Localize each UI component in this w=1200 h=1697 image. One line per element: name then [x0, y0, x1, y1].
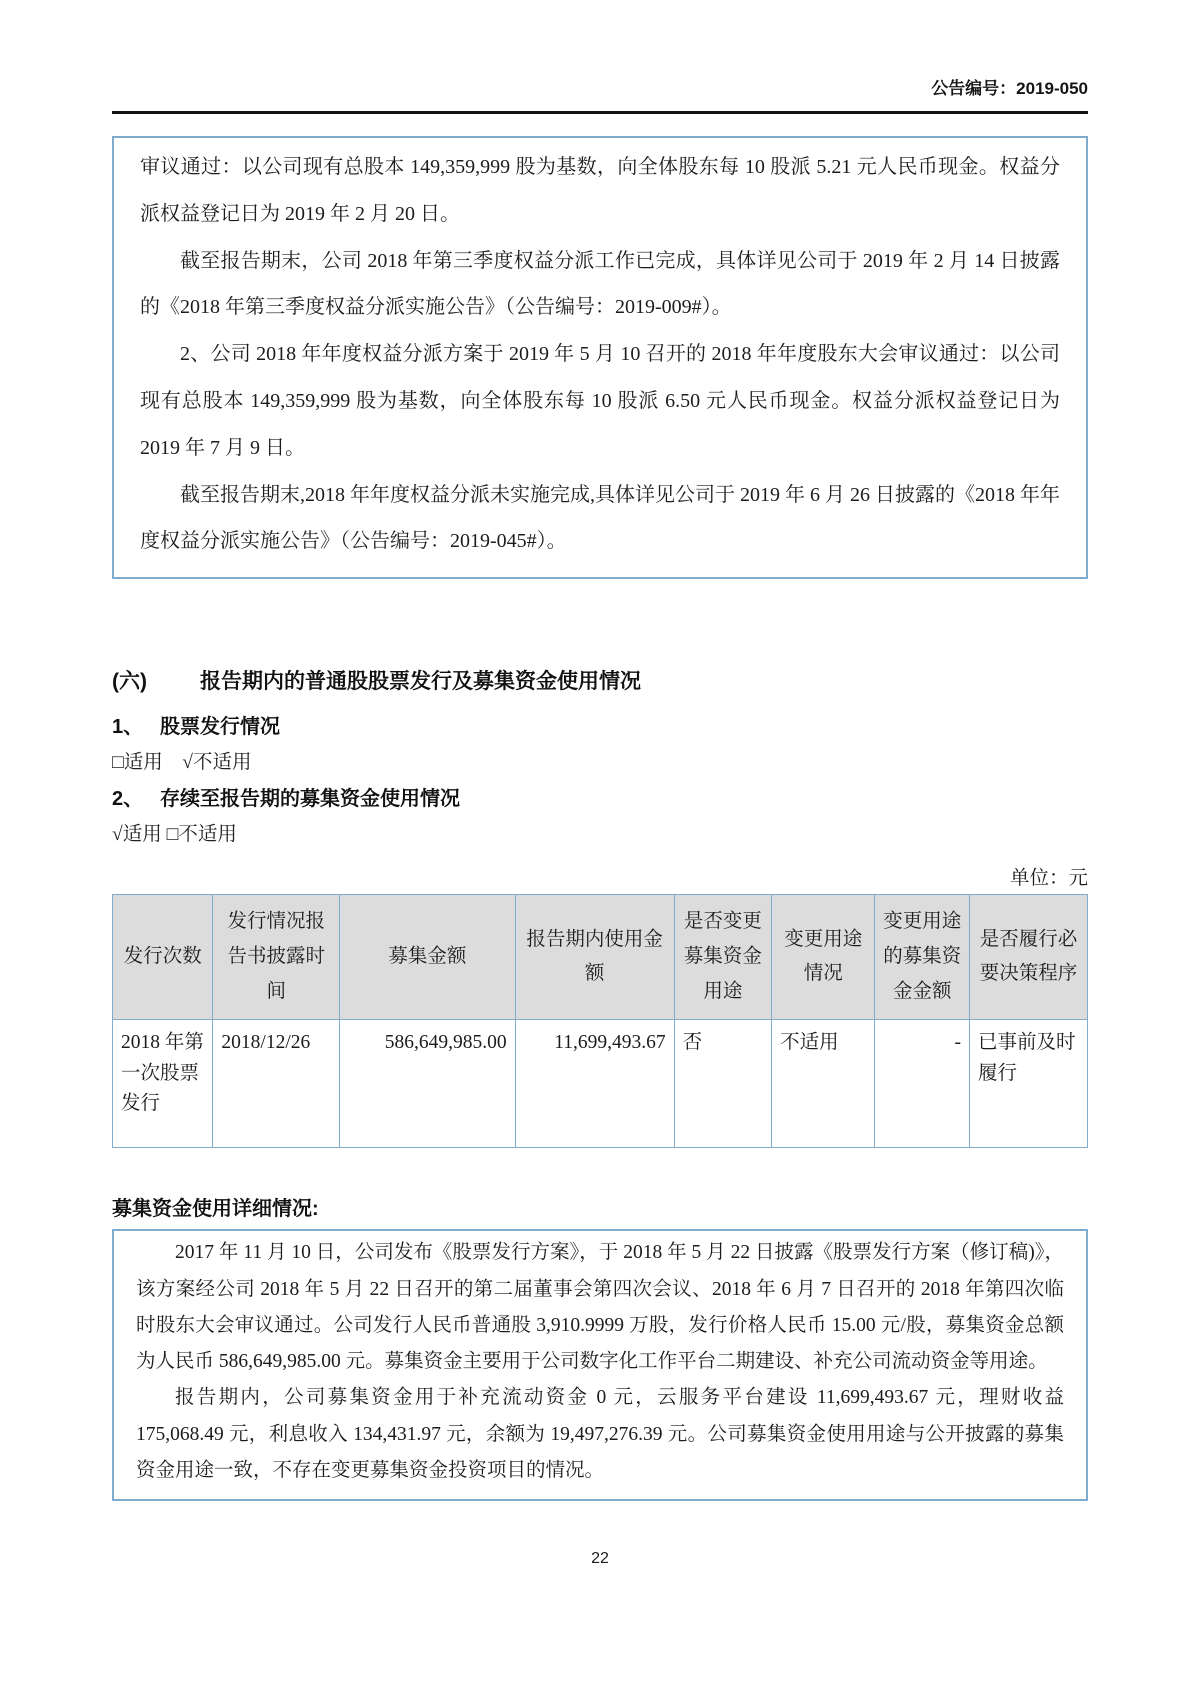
- item-2-number: 2、: [112, 788, 144, 811]
- item-2-title: 存续至报告期的募集资金使用情况: [160, 788, 460, 811]
- dividend-paragraph: 2、公司 2018 年年度权益分派方案于 2019 年 5 月 10 召开的 2018 年年度股东大会审议通过：以公司现有总股本 149,359,999 股为基数，向全体股东每 10 股派 6.50 元人民币现金。权益分派权益登记日为 2019 年 7 月 9 日。: [140, 343, 1060, 459]
- cell-used-amount: 11,699,493.67: [515, 1020, 674, 1148]
- header-rule: [112, 111, 1088, 114]
- section-number: (六): [112, 670, 147, 694]
- unit-label: 单位：元: [1009, 868, 1088, 890]
- cell-changed-amount: -: [875, 1020, 970, 1148]
- item-1-heading: [112, 710, 1088, 739]
- page-number: 22: [591, 1550, 609, 1567]
- column-header-change-situation: 变更用途情况: [772, 895, 875, 1020]
- cell-procedure: 已事前及时履行: [970, 1020, 1088, 1148]
- item-1-title: 股票发行情况: [160, 716, 280, 739]
- cell-change-situation: 不适用: [772, 1020, 875, 1148]
- detail-paragraph: 2017 年 11 月 10 日，公司发布《股票发行方案》，于 2018 年 5 月 22 日披露《股票发行方案（修订稿)》，该方案经公司 2018 年 5 月 22 日召开的第二届董事会第四次会议、2018 年 6 月 7 日召开的 2018 年第四次临时股东大会审议通过。公司发行人民币普通股 3,910.9999 万股，发行价格人民币 15.00 元/股，募集资金总额为人民币 586,649,985.00 元。募集资金主要用于公司数字化工作平台二期建设、补充公司流动资金等用途。: [136, 1242, 1064, 1373]
- column-header-changed-amount: 变更用途的募集资金金额: [875, 895, 970, 1020]
- dividend-paragraph: 截至报告期末,2018 年年度权益分派未实施完成,具体详见公司于 2019 年 6 月 26 日披露的《2018 年年度权益分派实施公告》（公告编号：2019-045#）。: [140, 483, 1060, 553]
- column-header-raised-amount: 募集金额: [340, 895, 516, 1020]
- table-row: [113, 1020, 1088, 1148]
- table-header-row: [113, 895, 1088, 1020]
- cell-changed-use: 否: [674, 1020, 772, 1148]
- column-header-issue: 发行次数: [113, 895, 213, 1020]
- cell-raised-amount: 586,649,985.00: [340, 1020, 516, 1148]
- section-title: 报告期内的普通股股票发行及募集资金使用情况: [200, 670, 641, 694]
- raised-funds-table: [112, 894, 1088, 1148]
- dividend-distribution-box: [112, 136, 1088, 579]
- item-2-applicability: √适用 □不适用: [112, 824, 237, 846]
- dividend-paragraph: 截至报告期末，公司 2018 年第三季度权益分派工作已完成，具体详见公司于 2019 年 2 月 14 日披露的《2018 年第三季度权益分派实施公告》（公告编号：2019-009#）。: [140, 249, 1060, 319]
- fund-usage-detail-heading: 募集资金使用详细情况:: [112, 1198, 319, 1221]
- fund-usage-detail-box: [112, 1229, 1088, 1501]
- item-2-heading: [112, 782, 1088, 811]
- detail-paragraph: 报告期内，公司募集资金用于补充流动资金 0 元，云服务平台建设 11,699,493.67 元，理财收益 175,068.49 元，利息收入 134,431.97 元，余额为 19,497,276.39 元。公司募集资金使用用途与公开披露的募集资金用途一致，不存在变更募集资金投资项目的情况。: [136, 1387, 1064, 1481]
- column-header-disclosure-date: 发行情况报告书披露时间: [213, 895, 340, 1020]
- column-header-procedure: 是否履行必要决策程序: [970, 895, 1088, 1020]
- section-6-heading: [112, 665, 1088, 695]
- column-header-used-amount: 报告期内使用金额: [515, 895, 674, 1020]
- item-1-applicability: □适用 √不适用: [112, 752, 252, 774]
- item-1-number: 1、: [112, 716, 144, 739]
- doc-number: 公告编号：2019-050: [931, 79, 1088, 98]
- column-header-changed-use: 是否变更募集资金用途: [674, 895, 772, 1020]
- dividend-paragraph: 审议通过：以公司现有总股本 149,359,999 股为基数，向全体股东每 10 股派 5.21 元人民币现金。权益分派权益登记日为 2019 年 2 月 20 日。: [140, 156, 1060, 225]
- cell-issue: 2018 年第一次股票发行: [113, 1020, 213, 1148]
- cell-disclosure-date: 2018/12/26: [213, 1020, 340, 1148]
